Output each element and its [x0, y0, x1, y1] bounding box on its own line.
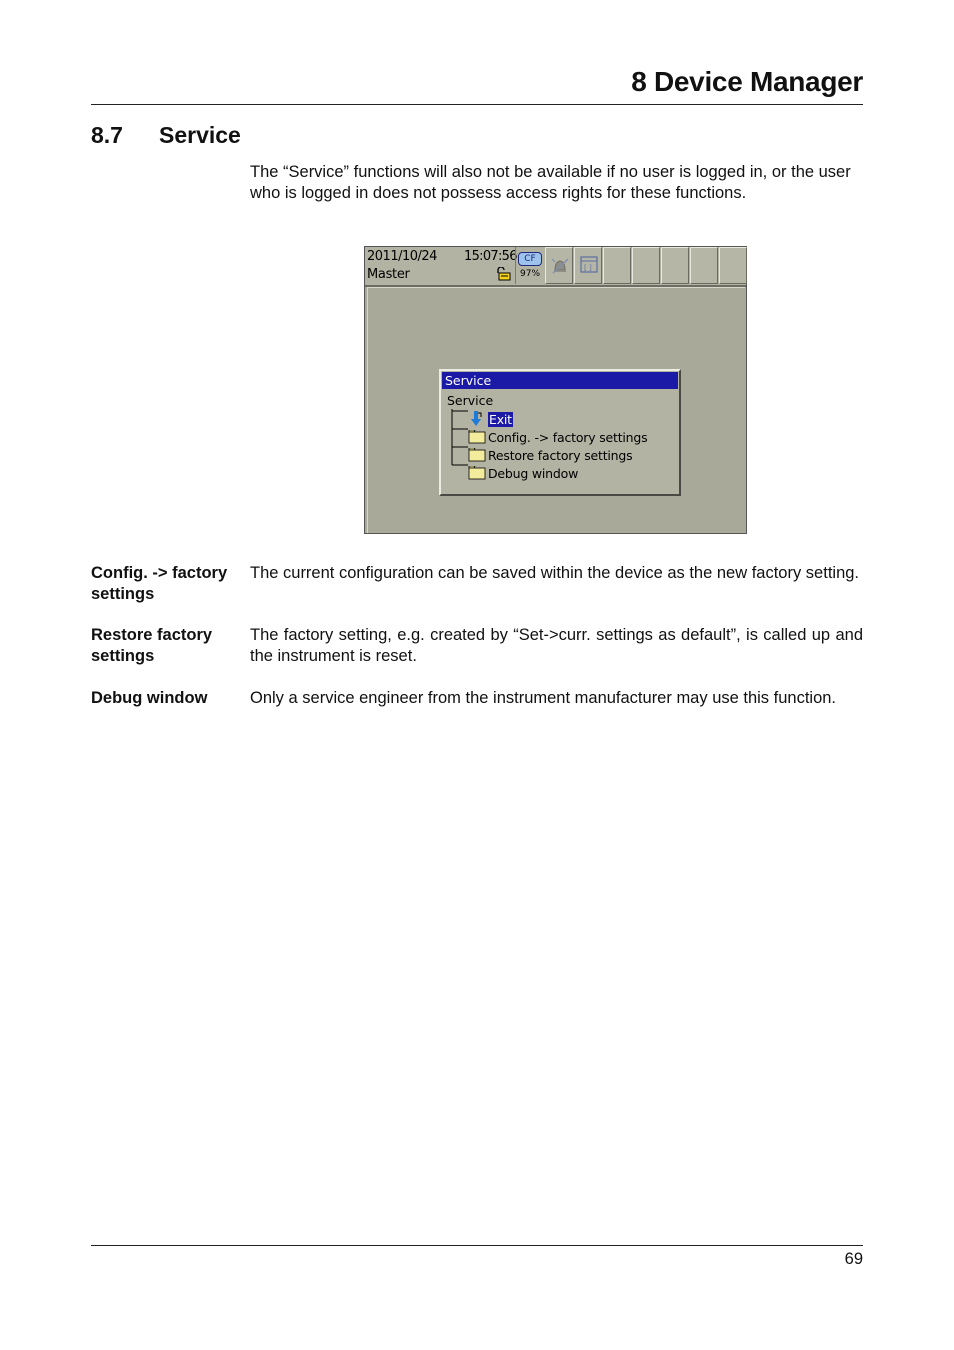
folder-icon — [468, 430, 486, 444]
lock-icon — [495, 267, 511, 281]
function-key-5[interactable] — [719, 247, 747, 284]
folder-icon — [468, 466, 486, 480]
screen-area — [367, 287, 745, 533]
cf-fill-level: 97% — [520, 269, 541, 279]
folder-icon — [468, 448, 486, 462]
timer-button[interactable] — [574, 247, 602, 284]
tree-item-debug-window[interactable]: Debug window — [488, 466, 579, 481]
function-key-2[interactable] — [632, 247, 660, 284]
cf-card-indicator — [515, 247, 546, 284]
footer-rule — [91, 1245, 863, 1246]
alarm-bell-icon — [551, 256, 569, 276]
dialog-title: Service — [442, 372, 678, 389]
alarm-button[interactable] — [545, 247, 573, 284]
intro-paragraph: The “Service” functions will also not be available if no user is logged in, or the user who is logged in does not possess access rights for these functions. — [250, 163, 851, 202]
tree-item-exit[interactable]: Exit — [489, 412, 512, 427]
section-number: 8.7 — [91, 122, 123, 148]
tree-item-config-factory-settings[interactable]: Config. -> factory settings — [488, 430, 648, 445]
definition-term: Restore factory settings — [91, 626, 213, 665]
svg-text:[ ]: [ ] — [584, 264, 592, 272]
device-screenshot — [364, 246, 747, 534]
definition-description: The factory setting, e.g. created by “Set->curr. settings as default”, is called up and the instrument is reset. — [250, 626, 863, 665]
function-key-4[interactable] — [690, 247, 718, 284]
service-dialog — [439, 369, 681, 496]
header-rule — [91, 104, 863, 105]
page-number: 69 — [844, 1250, 863, 1268]
status-bar — [365, 247, 746, 287]
function-key-3[interactable] — [661, 247, 689, 284]
chapter-title: 8 Device Manager — [631, 66, 863, 97]
status-date: 2011/10/24 — [367, 249, 437, 264]
status-user: Master — [367, 267, 410, 282]
tree-root: Service — [447, 393, 494, 408]
definition-description: The current configuration can be saved within the device as the new factory setting. — [250, 564, 860, 582]
cf-card-icon: CF — [518, 252, 542, 266]
definition-description: Only a service engineer from the instrument manufacturer may use this function. — [250, 689, 837, 707]
definition-term: Debug window — [91, 689, 208, 707]
section-title: Service — [159, 122, 241, 148]
tree-item-restore-factory-settings[interactable]: Restore factory settings — [488, 448, 633, 463]
section-heading — [91, 122, 241, 149]
function-key-1[interactable] — [603, 247, 631, 284]
definition-term: Config. -> factory settings — [91, 564, 228, 603]
calendar-icon — [580, 256, 598, 274]
status-time: 15:07:56 — [464, 249, 517, 264]
exit-arrow-icon — [468, 411, 486, 427]
